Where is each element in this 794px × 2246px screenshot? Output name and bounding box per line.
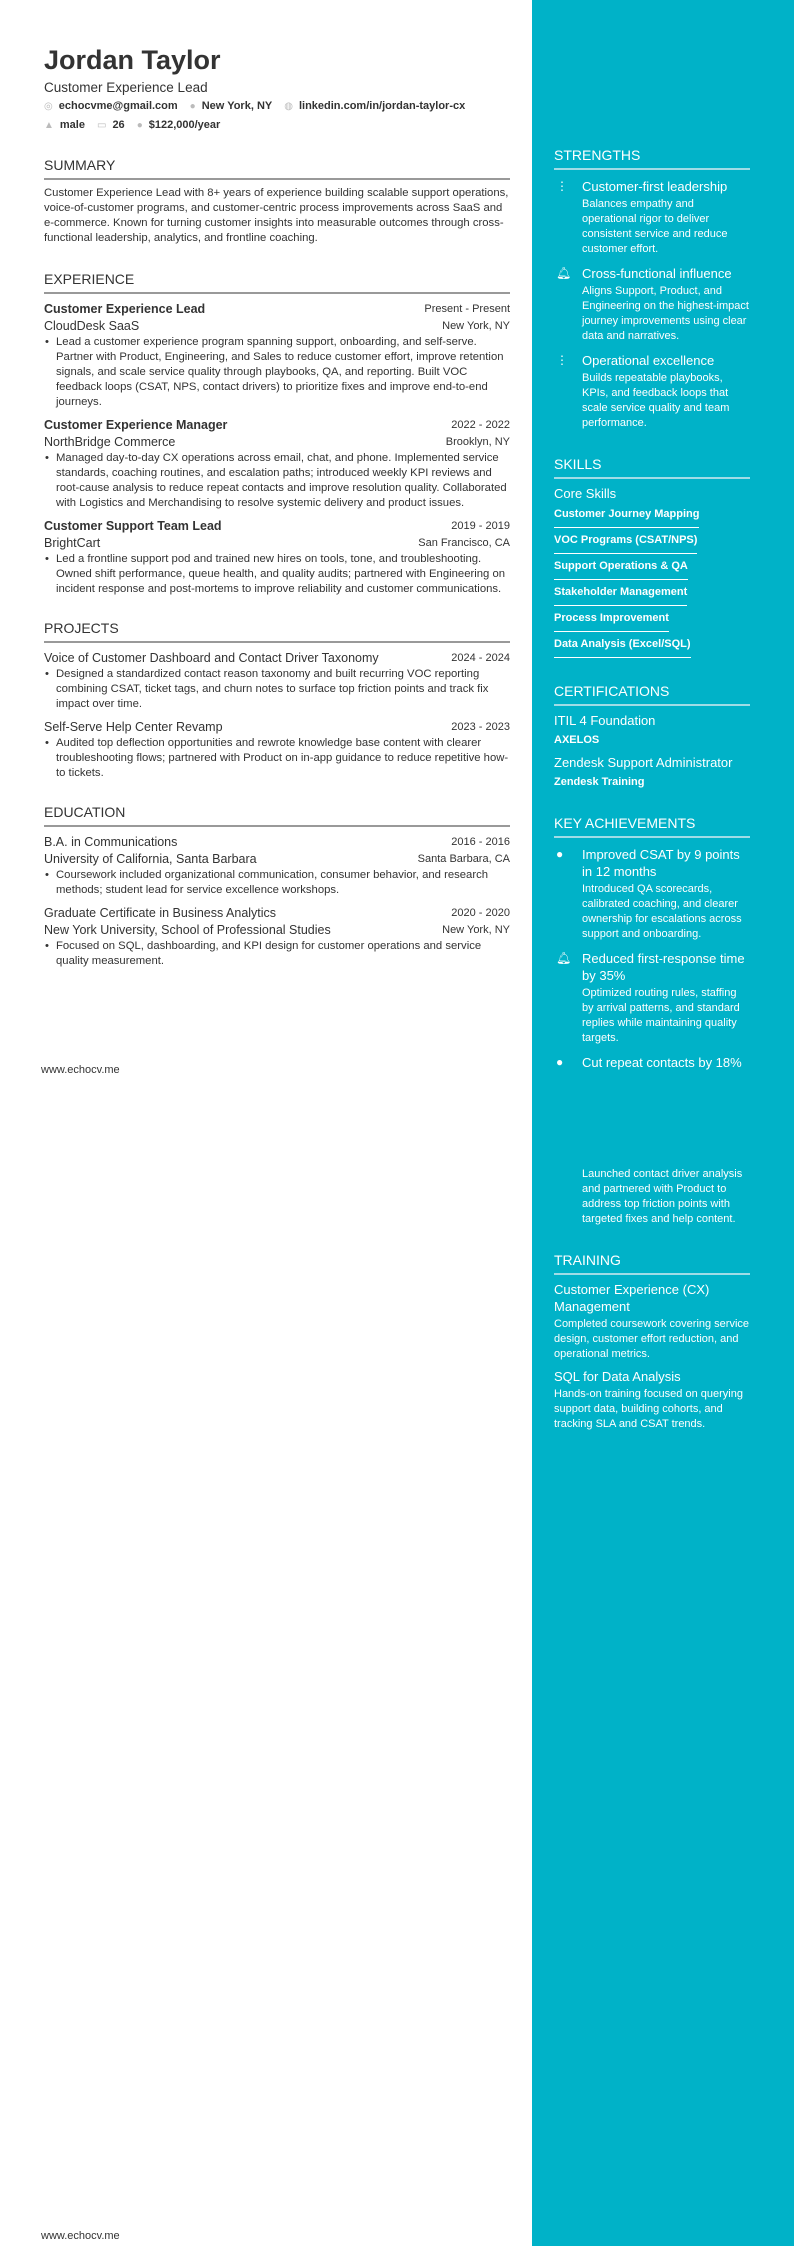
experience-entry (44, 518, 510, 597)
footer-site[interactable]: www.echocv.me (41, 2230, 120, 2242)
achievement-title: Cut repeat contacts by 18% (582, 1055, 742, 1070)
achievement-item (554, 846, 750, 942)
project-entry (44, 719, 510, 781)
salary: $122,000/year (148, 119, 221, 131)
at-icon: ◎ (44, 101, 53, 112)
training-desc: Hands-on training focused on querying support data, building cohorts, and tracking SLA and CSAT trends. (554, 1388, 743, 1430)
strength-desc: Builds repeatable playbooks, KPIs, and feedback loops that scale service quality and team performance. (582, 372, 730, 429)
education-bullet: • Focused on SQL, dashboarding, and KPI design for customer operations and service quality measurement. (44, 939, 510, 969)
strength-title: Operational excellence (582, 353, 715, 368)
dollar-circle-icon: ● (556, 1055, 564, 1069)
strengths-heading: STRENGTHS (554, 146, 750, 170)
company: NorthBridge Commerce (44, 435, 176, 449)
training-desc: Completed coursework covering service design, customer effort reduction, and operational metrics. (554, 1318, 750, 1360)
location-pin-icon: ● (189, 101, 196, 112)
job-title: Customer Experience Lead (44, 302, 206, 316)
chat-bubble-icon: ● (556, 847, 564, 861)
contact-row (44, 98, 510, 115)
job-title: Customer Experience Lead (44, 80, 208, 95)
education-heading: EDUCATION (44, 803, 510, 827)
experience-heading: EXPERIENCE (44, 270, 510, 294)
achievement-desc: Launched contact driver analysis and partnered with Product to address top friction points with targeted fixes and help content. (582, 1168, 743, 1225)
achievement-title: Improved CSAT by 9 points in 12 months (582, 847, 740, 879)
strength-desc: Aligns Support, Product, and Engineering on the highest-impact journey improvements using clear data and narratives. (582, 285, 749, 342)
project-dates: 2024 - 2024 (451, 652, 510, 664)
job-bullet: • Lead a customer experience program spanning support, onboarding, and self-serve. Partner with Product, Engineering, and Sales to reduce customer effort, improve retention signals, and scale service quality through playbooks, QA, and reporting. Built VOC feedback loops (CSAT, NPS, contact drivers) to prioritize fixes and improve end-to-end journeys. (44, 335, 510, 410)
school: University of California, Santa Barbara (44, 852, 257, 866)
education-dates: 2016 - 2016 (451, 836, 510, 848)
calendar-icon: ▭ (96, 120, 107, 131)
skill-item: Process Improvement (554, 608, 669, 632)
education-bullet: • Coursework included organizational communication, consumer behavior, and research methods; student lead for service excellence workshops. (44, 868, 510, 898)
gender: male (59, 119, 85, 131)
job-location: Brooklyn, NY (445, 436, 510, 448)
certification-issuer: AXELOS (554, 734, 600, 746)
sidebar (532, 0, 794, 2246)
strength-item (554, 178, 750, 257)
summary-heading: SUMMARY (44, 156, 510, 180)
training-title: Customer Experience (CX) Management (554, 1282, 710, 1314)
job-bullet: • Managed day-to-day CX operations across email, chat, and phone. Implemented service standards, coaching routines, and escalation paths; introduced weekly KPI reviews and root-cause analysis to reduce repeat contacts and improve resolution quality. Collaborated with Logistics and Merchandising to resolve systemic delivery and product issues. (44, 451, 510, 511)
school-location: New York, NY (442, 924, 510, 936)
location: New York, NY (201, 100, 273, 112)
degree: Graduate Certificate in Business Analytics (44, 906, 277, 920)
project-bullet: • Audited top deflection opportunities and rewrote knowledge base content with clearer troubleshooting flows; partnered with Product on in-app guidance to reduce repetitive how-to tickets. (44, 736, 510, 781)
training-heading: TRAINING (554, 1251, 750, 1275)
main-column (44, 44, 510, 969)
project-bullet: • Designed a standardized contact reason taxonomy and built recurring VOC reporting combining CSAT, ticket tags, and churn notes to surface top friction points and track fix impact over time. (44, 667, 510, 712)
achievements-heading: KEY ACHIEVEMENTS (554, 814, 750, 838)
age: 26 (112, 119, 125, 131)
job-dates: 2019 - 2019 (451, 520, 510, 532)
footer-site[interactable]: www.echocv.me (41, 1064, 120, 1076)
job-title: Customer Experience Manager (44, 418, 228, 432)
project-entry (44, 650, 510, 712)
skill-item: Stakeholder Management (554, 582, 687, 606)
person-icon: ▲ (44, 120, 54, 131)
certification-title: ITIL 4 Foundation (554, 713, 656, 728)
certification-title: Zendesk Support Administrator (554, 755, 733, 770)
strength-title: Cross-functional influence (582, 266, 732, 281)
skill-item: Customer Journey Mapping (554, 504, 699, 528)
skills-heading: SKILLS (554, 455, 750, 479)
education-dates: 2020 - 2020 (451, 907, 510, 919)
candidate-name: Jordan Taylor (44, 45, 221, 75)
email[interactable]: echocvme@gmail.com (58, 100, 178, 112)
project-title: Self-Serve Help Center Revamp (44, 720, 223, 734)
certification-entry (554, 712, 750, 748)
strength-item (554, 265, 750, 344)
experience-entry (44, 301, 510, 410)
strength-item (554, 352, 750, 431)
bell-icon: 🔔︎ (556, 951, 572, 965)
achievement-desc: Optimized routing rules, staffing by arrival patterns, and standard replies while maintaining quality targets. (582, 987, 740, 1044)
achievement-desc: Introduced QA scorecards, calibrated coaching, and clearer ownership for escalations across support and onboarding. (582, 883, 742, 940)
achievement-item (554, 1054, 750, 1227)
globe-icon: ◍ (284, 101, 293, 112)
linkedin-link[interactable]: linkedin.com/in/jordan-taylor-cx (298, 100, 466, 112)
more-vertical-icon: ⋮ (556, 179, 568, 193)
education-entry (44, 834, 510, 898)
achievement-title: Reduced first-response time by 35% (582, 951, 745, 983)
job-location: San Francisco, CA (418, 537, 510, 549)
training-entry (554, 1368, 750, 1432)
certifications-heading: CERTIFICATIONS (554, 682, 750, 706)
experience-entry (44, 417, 510, 511)
skill-item: Support Operations & QA (554, 556, 688, 580)
job-dates: Present - Present (424, 303, 510, 315)
projects-heading: PROJECTS (44, 619, 510, 643)
degree: B.A. in Communications (44, 835, 178, 849)
job-location: New York, NY (442, 320, 510, 332)
training-entry (554, 1281, 750, 1362)
skill-item: VOC Programs (CSAT/NPS) (554, 530, 697, 554)
bell-icon: 🔔︎ (556, 266, 572, 280)
school: New York University, School of Professional Studies (44, 923, 331, 937)
money-icon: ● (136, 120, 143, 131)
certification-entry (554, 754, 750, 790)
summary-text: Customer Experience Lead with 8+ years of experience building scalable support operations, voice-of-customer programs, and customer-centric process improvements across SaaS and e-commerce. Known for turning customer insights into measurable outcomes through cross-functional leadership, analytics, and frontline coaching. (44, 187, 509, 244)
strength-desc: Balances empathy and operational rigor to deliver consistent service and reduce customer effort. (582, 198, 728, 255)
certification-issuer: Zendesk Training (554, 776, 645, 788)
education-entry (44, 905, 510, 969)
school-location: Santa Barbara, CA (417, 853, 510, 865)
personal-row (44, 117, 510, 134)
job-bullet: • Led a frontline support pod and trained new hires on tools, tone, and troubleshooting. Owned shift performance, queue health, and quality audits; partnered with Engineering on incident response and post-mortems to improve reliability and customer communications. (44, 552, 510, 597)
company: BrightCart (44, 536, 101, 550)
skill-item: Data Analysis (Excel/SQL) (554, 634, 691, 658)
training-title: SQL for Data Analysis (554, 1369, 681, 1384)
achievement-item (554, 950, 750, 1046)
job-dates: 2022 - 2022 (451, 419, 510, 431)
more-vertical-icon: ⋮ (556, 353, 568, 367)
skills-group: Core Skills (554, 486, 617, 501)
project-title: Voice of Customer Dashboard and Contact Driver Taxonomy (44, 651, 379, 665)
job-title: Customer Support Team Lead (44, 519, 222, 533)
strength-title: Customer-first leadership (582, 179, 728, 194)
company: CloudDesk SaaS (44, 319, 140, 333)
project-dates: 2023 - 2023 (451, 721, 510, 733)
